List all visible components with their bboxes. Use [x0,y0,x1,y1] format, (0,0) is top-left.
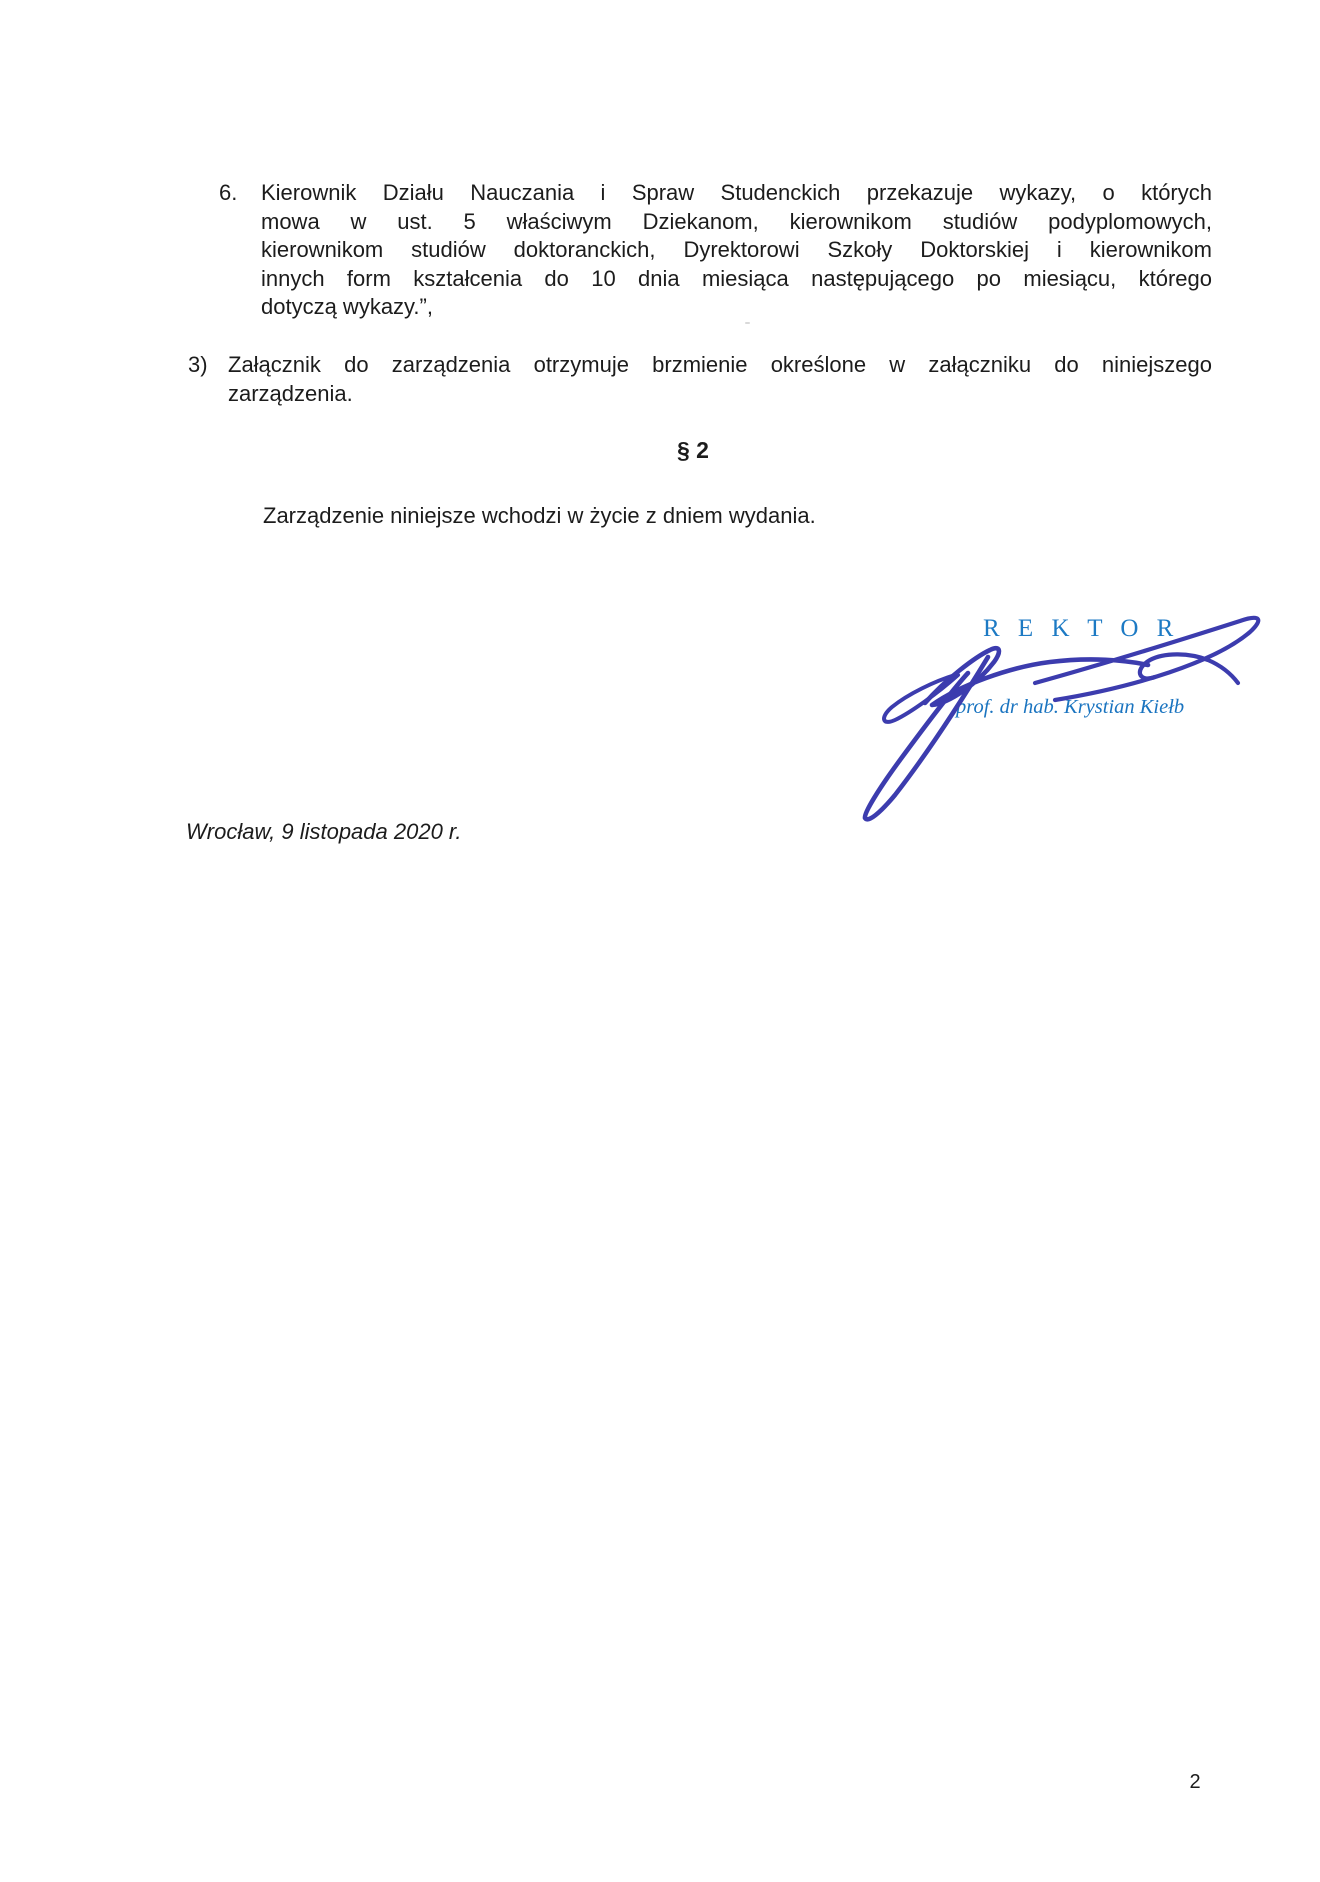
text-line: dotyczą wykazy.”, [261,294,433,320]
text-line: Kierownik Działu Nauczania i Spraw Studenckich przekazuje wykazy, o których [261,180,1212,205]
signer-name: prof. dr hab. Krystian Kiełb [956,696,1185,718]
scan-artifact [745,322,750,324]
place-date-line: Wrocław, 9 listopada 2020 r. [186,819,462,844]
list-item-3-text [228,351,1212,408]
text-line: mowa w ust. 5 właściwym Dziekanom, kierownikom studiów podyplomowych, [261,208,1212,234]
text-line: zarządzenia. [228,380,353,406]
list-item-6-marker: 6. [219,180,238,205]
page-number: 2 [1189,1771,1201,1793]
handwritten-signature-icon [850,605,1270,830]
list-item-3-marker: 3) [188,352,208,377]
text-line: Załącznik do zarządzenia otrzymuje brzmienie określone w załączniku do niniejszego [228,352,1212,377]
section-2-heading: § 2 [677,437,709,463]
list-item-3 [188,351,1212,408]
rektor-title-label: R E K T O R [983,615,1180,642]
text-line: kierownikom studiów doktoranckich, Dyrektorowi Szkoły Doktorskiej i kierownikom [261,237,1212,263]
text-line: innych form kształcenia do 10 dnia miesiąca następującego po miesiącu, którego [261,265,1212,291]
list-item-6-text [261,179,1212,322]
list-item-6 [219,179,1212,322]
section-2-sentence: Zarządzenie niniejsze wchodzi w życie z dniem wydania. [263,503,816,528]
